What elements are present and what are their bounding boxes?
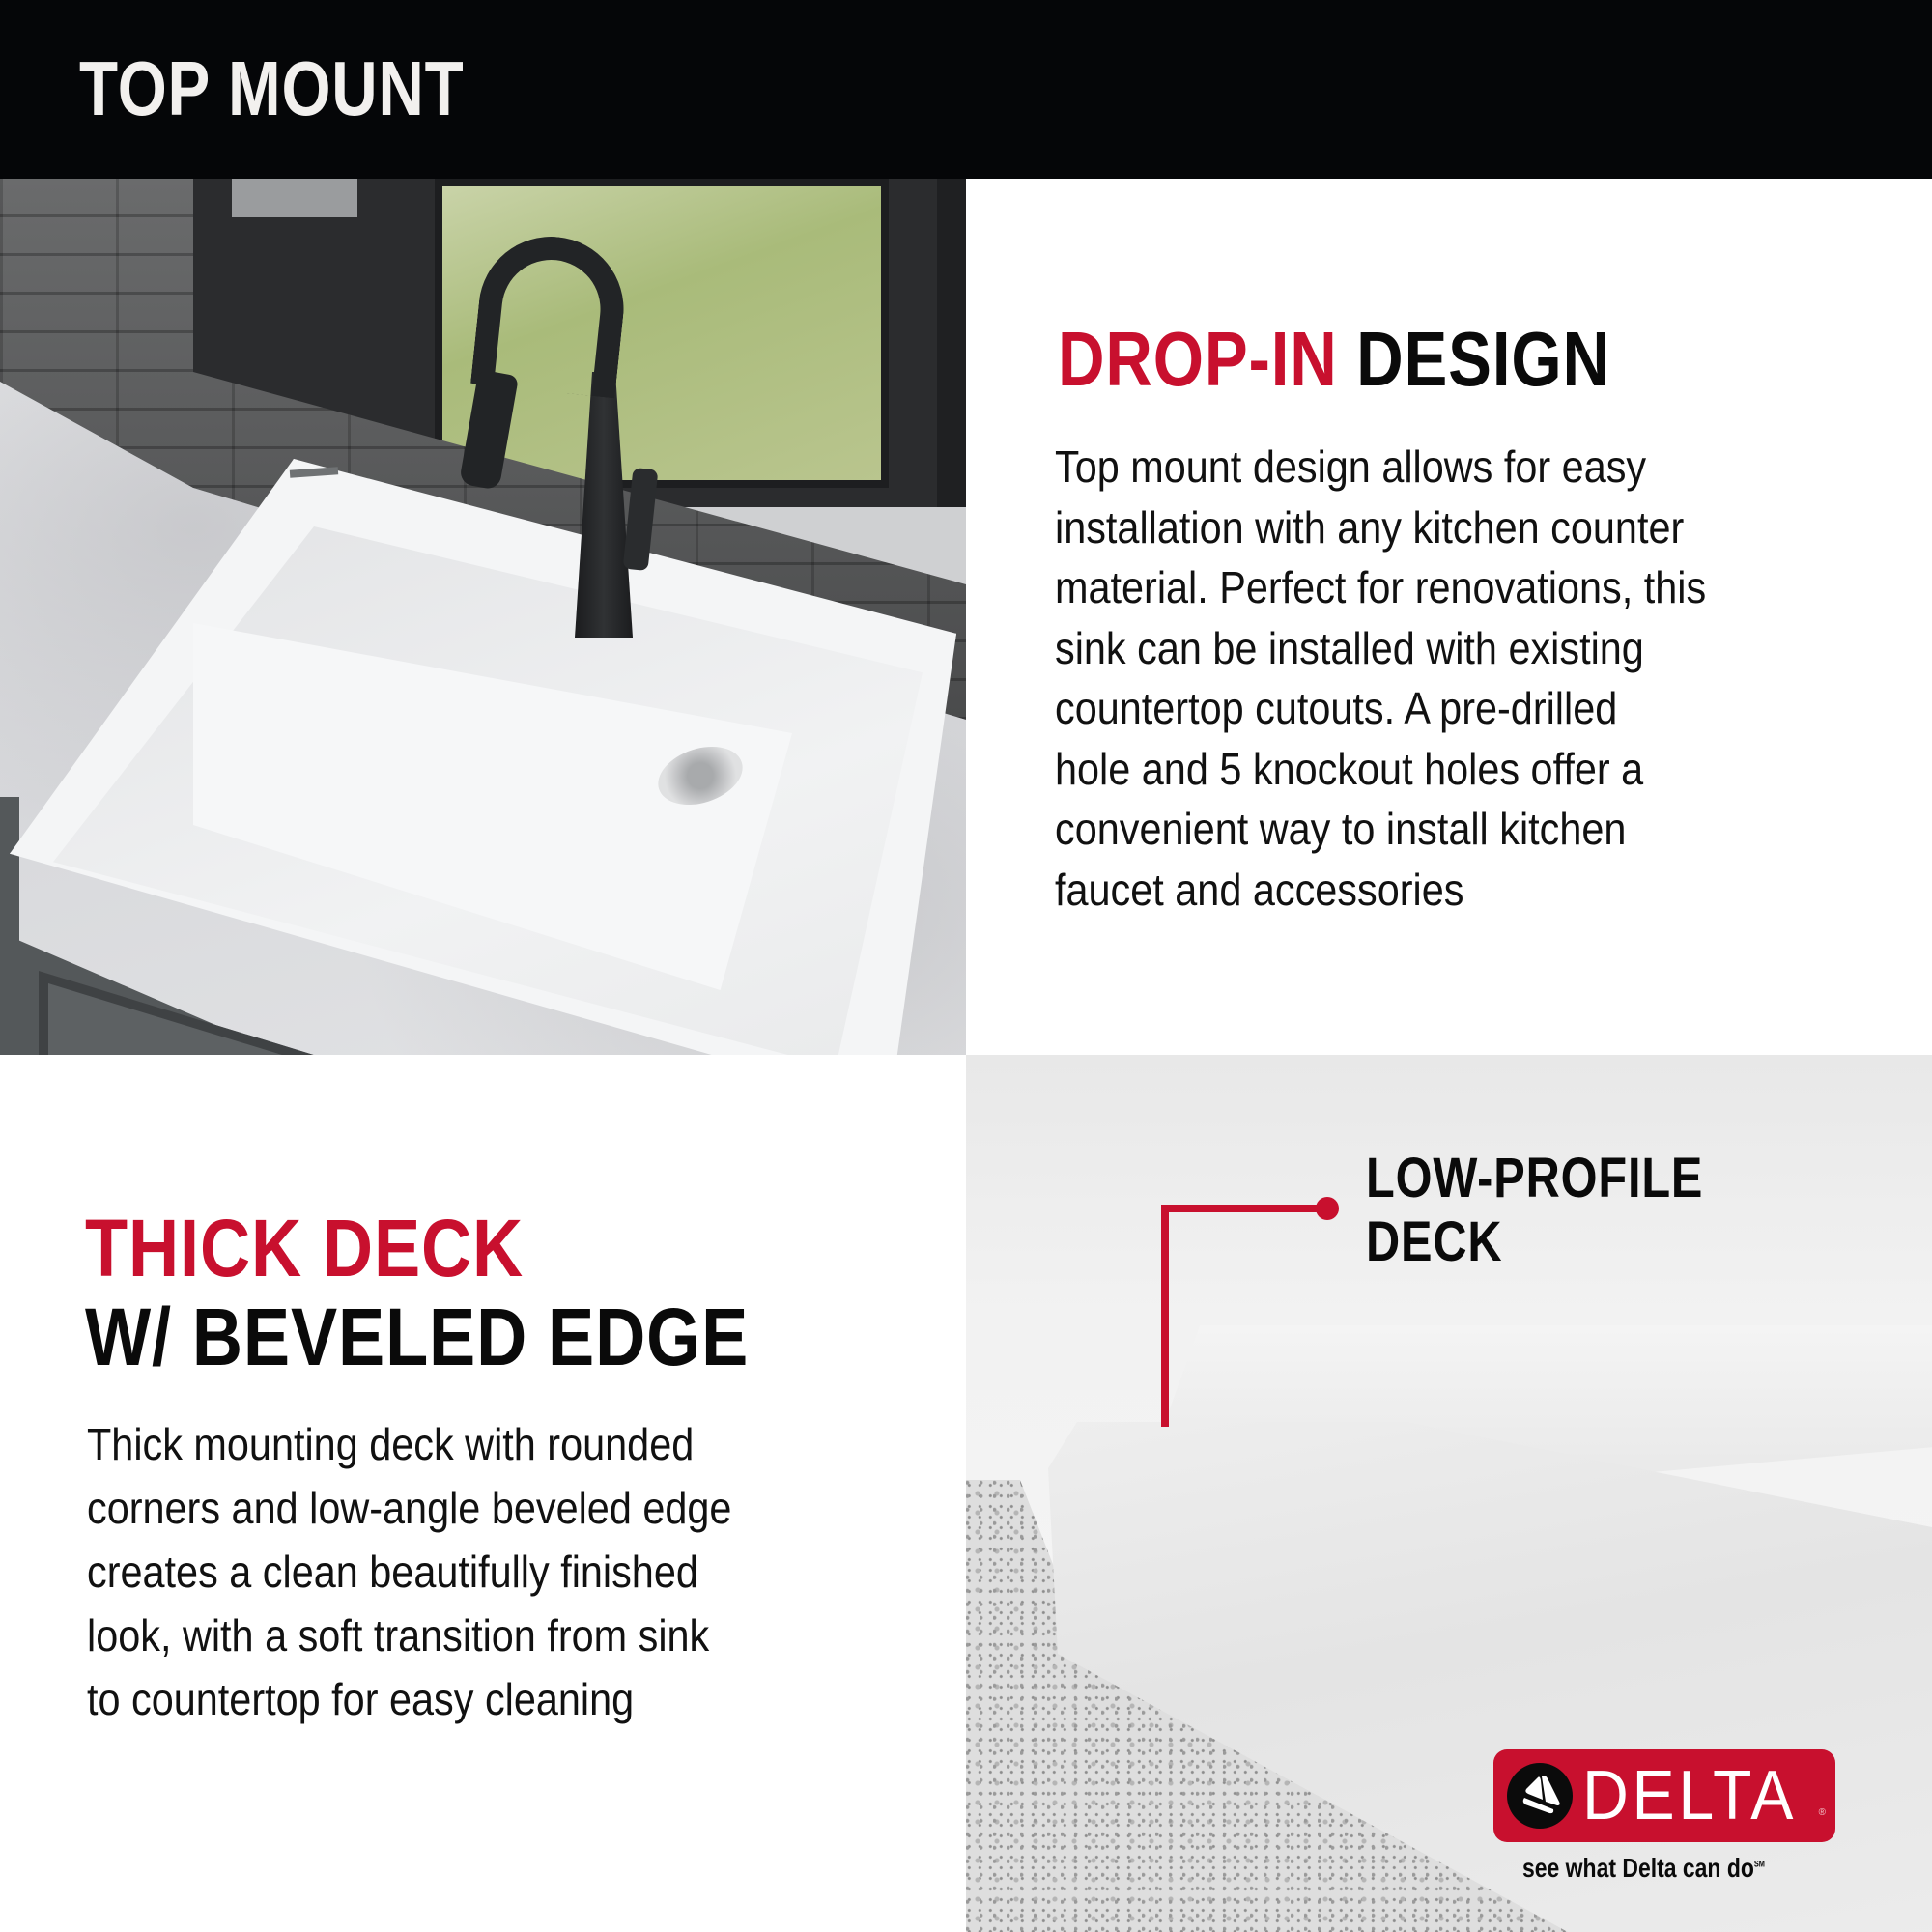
description-line: to countertop for easy cleaning: [87, 1674, 635, 1724]
page-title: TOP MOUNT: [79, 45, 465, 131]
description-line: countertop cutouts. A pre-drilled: [1055, 683, 1618, 733]
low-profile-callout-label: [1366, 1147, 1703, 1274]
drop-in-heading-accent: DROP-IN: [1058, 316, 1338, 402]
description-line: corners and low-angle beveled edge: [87, 1483, 732, 1533]
callout-line: LOW-PROFILE: [1366, 1147, 1704, 1209]
delta-tagline: [1522, 1853, 1765, 1884]
delta-wordmark: DELTA: [1582, 1757, 1798, 1834]
description-line: Top mount design allows for easy: [1055, 441, 1647, 492]
callout-dot-icon: [1316, 1197, 1339, 1220]
description-line: look, with a soft transition from sink: [87, 1610, 710, 1661]
window-mullion: [937, 179, 966, 507]
callout-line-horizontal: [1161, 1205, 1325, 1212]
delta-logo-badge: [1493, 1749, 1835, 1842]
tagline-text: see what Delta can do: [1522, 1853, 1754, 1883]
thick-deck-heading-main: W/ BEVELED EDGE: [85, 1292, 750, 1382]
header-bar: [0, 0, 1932, 179]
description-line: faucet and accessories: [1055, 864, 1464, 915]
description-line: hole and 5 knockout holes offer a: [1055, 743, 1644, 794]
description-line: installation with any kitchen counter: [1055, 501, 1685, 553]
drop-in-description: [1055, 437, 1803, 920]
callout-line: DECK: [1366, 1210, 1503, 1273]
service-mark: SM: [1753, 1859, 1765, 1869]
description-line: material. Perfect for renovations, this: [1055, 562, 1707, 612]
sink-product-photo: [0, 179, 966, 1055]
delta-triangle-icon: [1507, 1763, 1573, 1829]
description-line: convenient way to install kitchen: [1055, 804, 1627, 854]
thick-deck-description: [87, 1412, 869, 1731]
description-line: creates a clean beautifully finished: [87, 1547, 698, 1597]
registered-mark: ®: [1818, 1807, 1826, 1818]
drop-in-heading: [1058, 316, 1610, 402]
thick-deck-heading-accent: THICK DECK: [85, 1203, 525, 1293]
description-line: sink can be installed with existing: [1055, 622, 1644, 673]
drop-in-heading-main: DESIGN: [1356, 316, 1610, 402]
callout-line-vertical: [1161, 1205, 1169, 1427]
description-line: Thick mounting deck with rounded: [87, 1419, 695, 1469]
window-glass: [232, 179, 357, 217]
